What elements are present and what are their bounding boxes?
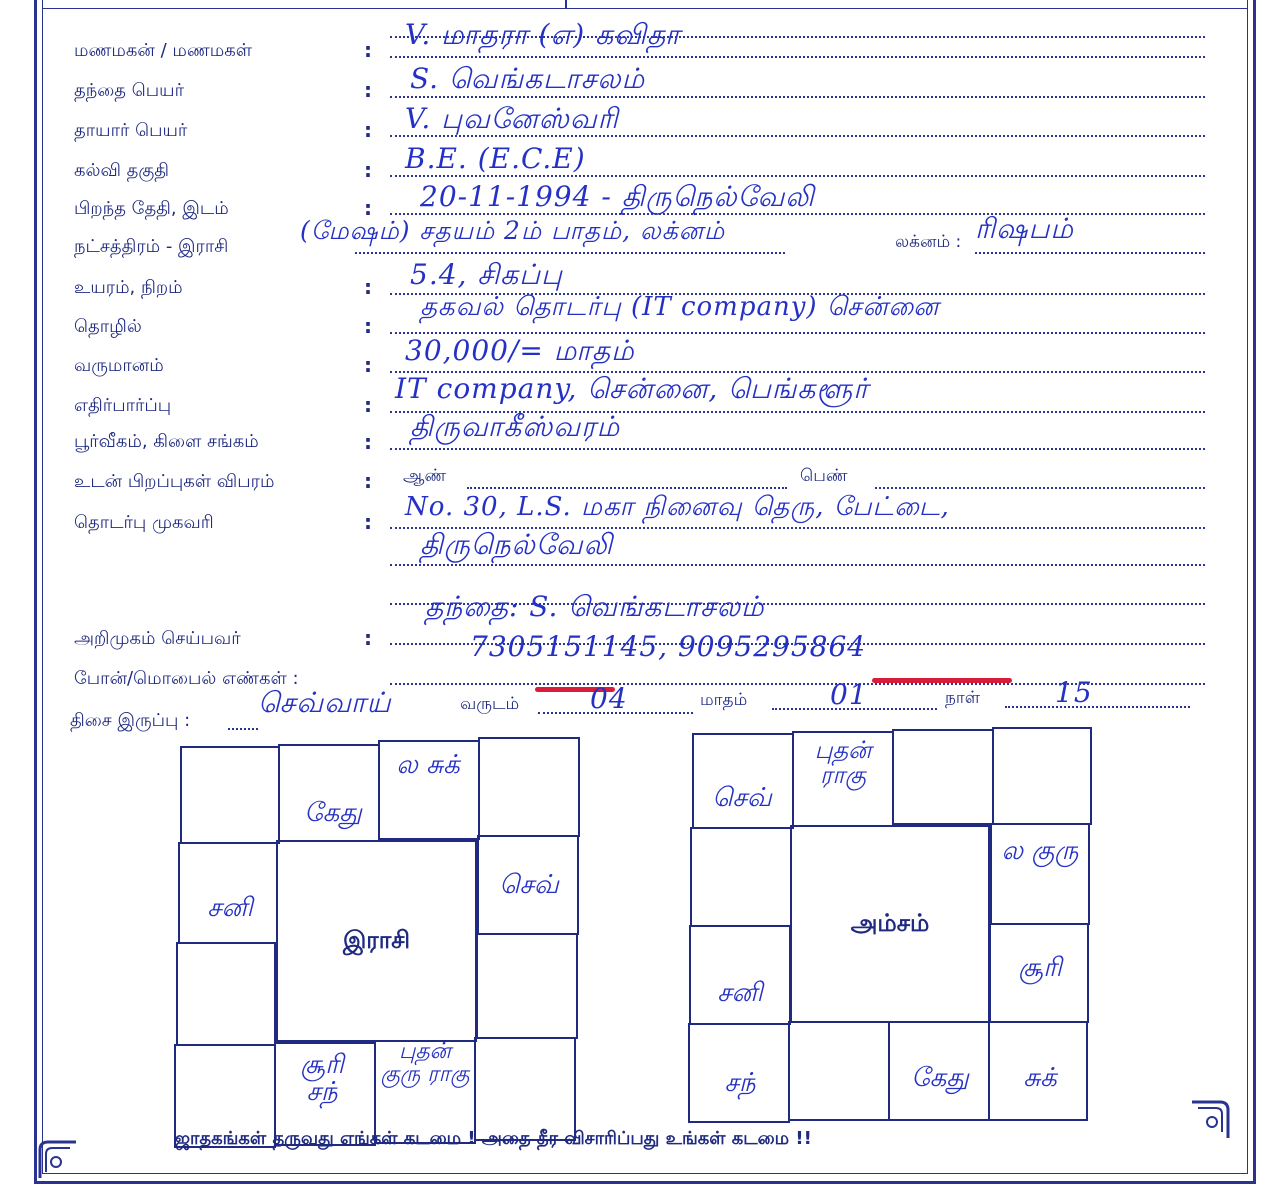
footer-motto: ஜாதகங்கள் தருவது எங்கள் கடமை ! அதை தீர விசாரிப்பது உங்கள் கடமை !! bbox=[175, 1128, 812, 1149]
colon: : bbox=[364, 118, 372, 142]
value-phone: 7305151145, 9095295864 bbox=[470, 630, 867, 663]
amsam-planet: கேது bbox=[911, 1063, 969, 1093]
rasi-house bbox=[478, 737, 580, 837]
colon: : bbox=[364, 353, 372, 377]
colon: : bbox=[364, 196, 372, 220]
rasi-planet: கேது bbox=[304, 798, 362, 828]
value-expectation: IT company, சென்னை, பெங்களூர் bbox=[395, 372, 869, 405]
dotted-line bbox=[228, 728, 258, 730]
top-rule bbox=[42, 8, 1248, 9]
rasi-house bbox=[476, 933, 578, 1039]
rasi-planet: சனி bbox=[207, 893, 253, 923]
dasa-label: திசை இருப்பு : bbox=[70, 710, 191, 731]
value-address-1: No. 30, L.S. மகா நினைவு தெரு, பேட்டை, bbox=[405, 492, 950, 522]
label-income: வருமானம் bbox=[74, 355, 164, 376]
colon: : bbox=[364, 393, 372, 417]
dotted-line bbox=[390, 56, 1205, 58]
value-address-2: திருநெல்வேலி bbox=[420, 528, 614, 561]
value-father: S. வெங்கடாசலம் bbox=[410, 62, 646, 95]
amsam-planet: சூரி bbox=[1018, 953, 1062, 983]
label-star: நட்சத்திரம் - இராசி bbox=[74, 236, 229, 257]
rasi-house bbox=[176, 942, 276, 1046]
dotted-line-lagnam bbox=[975, 252, 1205, 254]
label-origin: பூர்வீகம், கிளை சங்கம் bbox=[74, 431, 259, 452]
label-expectation: எதிர்பார்ப்பு bbox=[74, 395, 172, 416]
amsam-planet: செவ் bbox=[712, 783, 772, 813]
amsam-house bbox=[692, 733, 794, 829]
month-value: 01 bbox=[830, 678, 868, 711]
rasi-house bbox=[474, 1037, 576, 1141]
colon: : bbox=[364, 430, 372, 454]
value-name: V. மாதரா (எ) கவிதா bbox=[405, 18, 681, 51]
year-label: வருடம் bbox=[460, 694, 520, 714]
value-address-3: தந்தை: S. வெங்கடாசலம் bbox=[425, 590, 765, 623]
colon: : bbox=[364, 38, 372, 62]
amsam-house bbox=[788, 1021, 890, 1121]
amsam-planet: புதன் ராகு bbox=[814, 736, 872, 790]
dotted-line bbox=[1005, 706, 1190, 708]
rasi-house bbox=[180, 746, 280, 844]
dotted-line-female bbox=[875, 487, 1205, 489]
rasi-title: இராசி bbox=[276, 840, 477, 1042]
colon: : bbox=[364, 510, 372, 534]
dotted-line bbox=[390, 175, 1205, 177]
amsam-house bbox=[689, 925, 791, 1025]
colon: : bbox=[364, 626, 372, 650]
value-origin: திருவாகீஸ்வரம் bbox=[410, 410, 621, 443]
day-label: நாள் bbox=[945, 688, 981, 708]
rasi-planet: ல சுக் bbox=[396, 750, 460, 780]
label-phone: போன்/மொபைல் எண்கள் : bbox=[74, 668, 299, 689]
amsam-house bbox=[690, 827, 792, 927]
rasi-planet: சூரி சந் bbox=[300, 1050, 344, 1108]
corner-ornament-icon bbox=[1190, 1100, 1230, 1140]
colon: : bbox=[364, 158, 372, 182]
value-mother: V. புவனேஸ்வரி bbox=[405, 102, 619, 135]
amsam-planet: ல குரு bbox=[1001, 836, 1079, 866]
colon: : bbox=[364, 314, 372, 338]
rasi-planet: செவ் bbox=[499, 870, 559, 900]
dasa-value: செவ்வாய் bbox=[258, 686, 392, 719]
corner-ornament-icon bbox=[38, 1140, 78, 1180]
label-birth: பிறந்த தேதி, இடம் bbox=[74, 198, 229, 219]
colon: : bbox=[364, 275, 372, 299]
red-underline bbox=[872, 678, 1012, 683]
year-value: 04 bbox=[590, 682, 628, 715]
amsam-house bbox=[892, 729, 994, 825]
amsam-title: அம்சம் bbox=[790, 825, 990, 1023]
value-income: 30,000/= மாதம் bbox=[405, 334, 635, 367]
amsam-house bbox=[992, 727, 1092, 825]
dotted-line bbox=[390, 448, 1205, 450]
label-address: தொடர்பு முகவரி bbox=[74, 512, 214, 533]
top-separator bbox=[565, 0, 567, 8]
day-value: 15 bbox=[1055, 676, 1093, 709]
label-education: கல்வி தகுதி bbox=[74, 160, 170, 181]
label-mother: தாயார் பெயர் bbox=[74, 120, 188, 141]
amsam-planet: சந் bbox=[724, 1068, 756, 1098]
label-father: தந்தை பெயர் bbox=[74, 80, 184, 101]
value-education: B.E. (E.C.E) bbox=[405, 142, 586, 175]
colon: : bbox=[364, 78, 372, 102]
lagnam-label: லக்னம் : bbox=[895, 232, 962, 252]
amsam-planet: சுக் bbox=[1023, 1063, 1057, 1093]
label-siblings: உடன் பிறப்புகள் விபரம் bbox=[74, 471, 275, 492]
label-introducer: அறிமுகம் செய்பவர் bbox=[74, 628, 241, 649]
colon: : bbox=[364, 469, 372, 493]
value-job: தகவல் தொடர்பு (IT company) சென்னை bbox=[420, 292, 940, 322]
value-birth: 20-11-1994 - திருநெல்வேலி bbox=[420, 180, 815, 213]
male-label: ஆண் bbox=[403, 466, 447, 486]
value-lagnam: ரிஷபம் bbox=[975, 212, 1074, 245]
value-star: (மேஷம்) சதயம் 2ம் பாதம், லக்னம் bbox=[300, 216, 726, 245]
label-name: மணமகன் / மணமகள் bbox=[74, 40, 252, 61]
rasi-planet: புதன் குரு ராகு bbox=[380, 1039, 470, 1088]
label-job: தொழில் bbox=[74, 316, 142, 337]
label-height: உயரம், நிறம் bbox=[74, 277, 183, 298]
value-height: 5.4, சிகப்பு bbox=[410, 258, 563, 291]
month-label: மாதம் bbox=[700, 690, 748, 710]
female-label: பெண் bbox=[800, 466, 848, 486]
dotted-line-male bbox=[467, 487, 787, 489]
dotted-line-star bbox=[355, 252, 785, 254]
amsam-planet: சனி bbox=[717, 978, 763, 1008]
